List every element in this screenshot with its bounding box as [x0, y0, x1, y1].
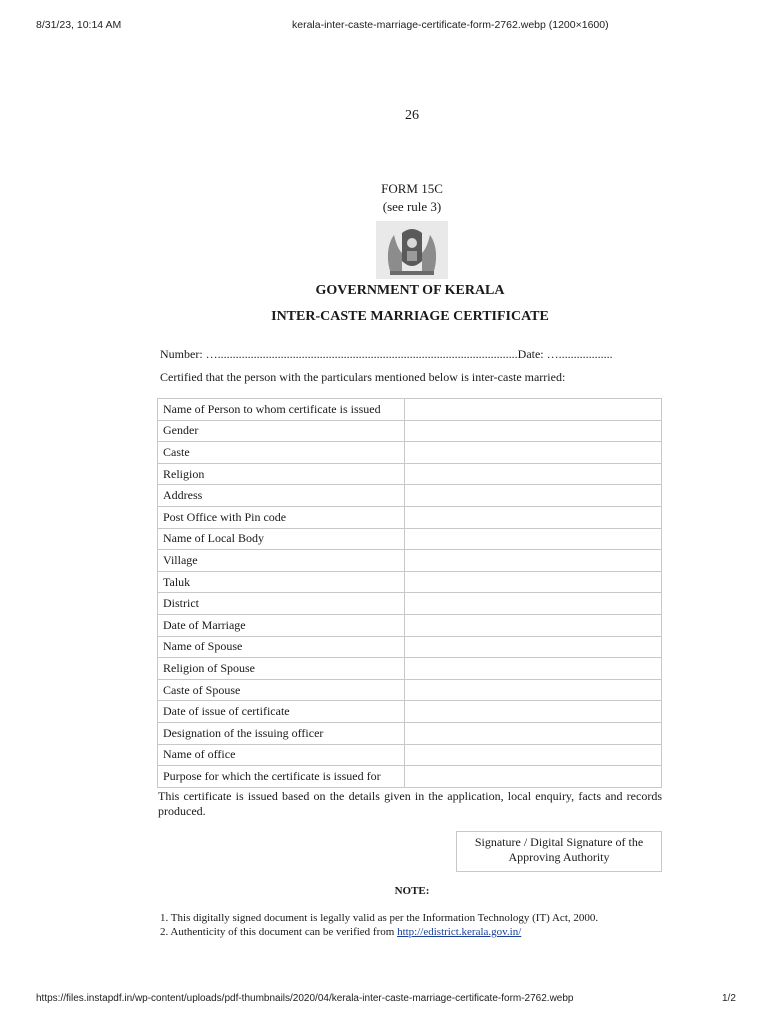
note-heading: NOTE: [394, 885, 430, 897]
table-row [158, 701, 662, 723]
table-row [158, 766, 662, 788]
particulars-table [157, 398, 662, 788]
row-label: District [158, 593, 405, 615]
row-label: Date of Marriage [158, 614, 405, 636]
table-row [158, 636, 662, 658]
signature-box [456, 831, 662, 872]
table-row [158, 571, 662, 593]
government-heading: GOVERNMENT OF KERALA [315, 283, 505, 298]
row-label: Village [158, 550, 405, 572]
table-row [158, 614, 662, 636]
note-item-2 [160, 926, 521, 938]
table-row [158, 442, 662, 464]
signature-line-1: Signature / Digital Signature of the [474, 835, 644, 849]
row-label: Date of issue of certificate [158, 701, 405, 723]
row-label: Address [158, 485, 405, 507]
row-label: Designation of the issuing officer [158, 722, 405, 744]
table-row [158, 593, 662, 615]
row-value [405, 550, 662, 572]
row-label: Name of Local Body [158, 528, 405, 550]
row-value [405, 744, 662, 766]
row-value [405, 485, 662, 507]
row-value [405, 399, 662, 421]
row-label: Religion of Spouse [158, 658, 405, 680]
table-row [158, 722, 662, 744]
number-date-line: Number: …....................................................................................................Date: ….................. [160, 347, 613, 361]
row-value [405, 722, 662, 744]
note-item-1: 1. This digitally signed document is legally valid as per the Information Technology (IT) Act, 2000. [160, 912, 599, 924]
row-value [405, 658, 662, 680]
table-row [158, 658, 662, 680]
row-label: Gender [158, 420, 405, 442]
table-row [158, 550, 662, 572]
row-value [405, 593, 662, 615]
row-label: Caste [158, 442, 405, 464]
table-row [158, 679, 662, 701]
signature-line-2: Approving Authority [508, 850, 610, 864]
page-number: 26 [405, 108, 419, 123]
row-label: Name of Spouse [158, 636, 405, 658]
print-page-indicator: 1/2 [722, 993, 736, 1004]
row-value [405, 701, 662, 723]
print-document-title: kerala-inter-caste-marriage-certificate-form-2762.webp (1200×1600) [292, 19, 609, 31]
row-value [405, 679, 662, 701]
row-value [405, 766, 662, 788]
table-row [158, 528, 662, 550]
print-url: https://files.instapdf.in/wp-content/uploads/pdf-thumbnails/2020/04/kerala-inter-caste-marriage-certificate-form-2762.webp [36, 993, 574, 1004]
table-row [158, 399, 662, 421]
table-row [158, 744, 662, 766]
print-timestamp: 8/31/23, 10:14 AM [36, 19, 122, 31]
row-value [405, 463, 662, 485]
note-item-2-text: 2. Authenticity of this document can be verified from [160, 926, 398, 938]
table-row [158, 463, 662, 485]
row-value [405, 442, 662, 464]
row-value [405, 528, 662, 550]
row-label: Name of Person to whom certificate is issued [158, 399, 405, 421]
rule-reference: (see rule 3) [382, 199, 442, 214]
row-value [405, 420, 662, 442]
certificate-title: INTER-CASTE MARRIAGE CERTIFICATE [271, 309, 549, 324]
table-row [158, 420, 662, 442]
kerala-emblem-icon [376, 221, 448, 279]
form-number: FORM 15C [381, 181, 443, 196]
row-label: Post Office with Pin code [158, 506, 405, 528]
row-label: Purpose for which the certificate is issued for [158, 766, 405, 788]
row-value [405, 614, 662, 636]
row-value [405, 636, 662, 658]
row-label: Taluk [158, 571, 405, 593]
edistrict-link[interactable]: http://edistrict.kerala.gov.in/ [397, 926, 522, 938]
row-label: Religion [158, 463, 405, 485]
certified-statement: Certified that the person with the particulars mentioned below is inter-caste married: [160, 370, 566, 384]
row-label: Name of office [158, 744, 405, 766]
row-value [405, 571, 662, 593]
row-value [405, 506, 662, 528]
row-label: Caste of Spouse [158, 679, 405, 701]
table-row [158, 506, 662, 528]
issued-basis-note: This certificate is issued based on the details given in the application, local enquiry, facts and records produced. [158, 789, 662, 818]
table-row [158, 485, 662, 507]
